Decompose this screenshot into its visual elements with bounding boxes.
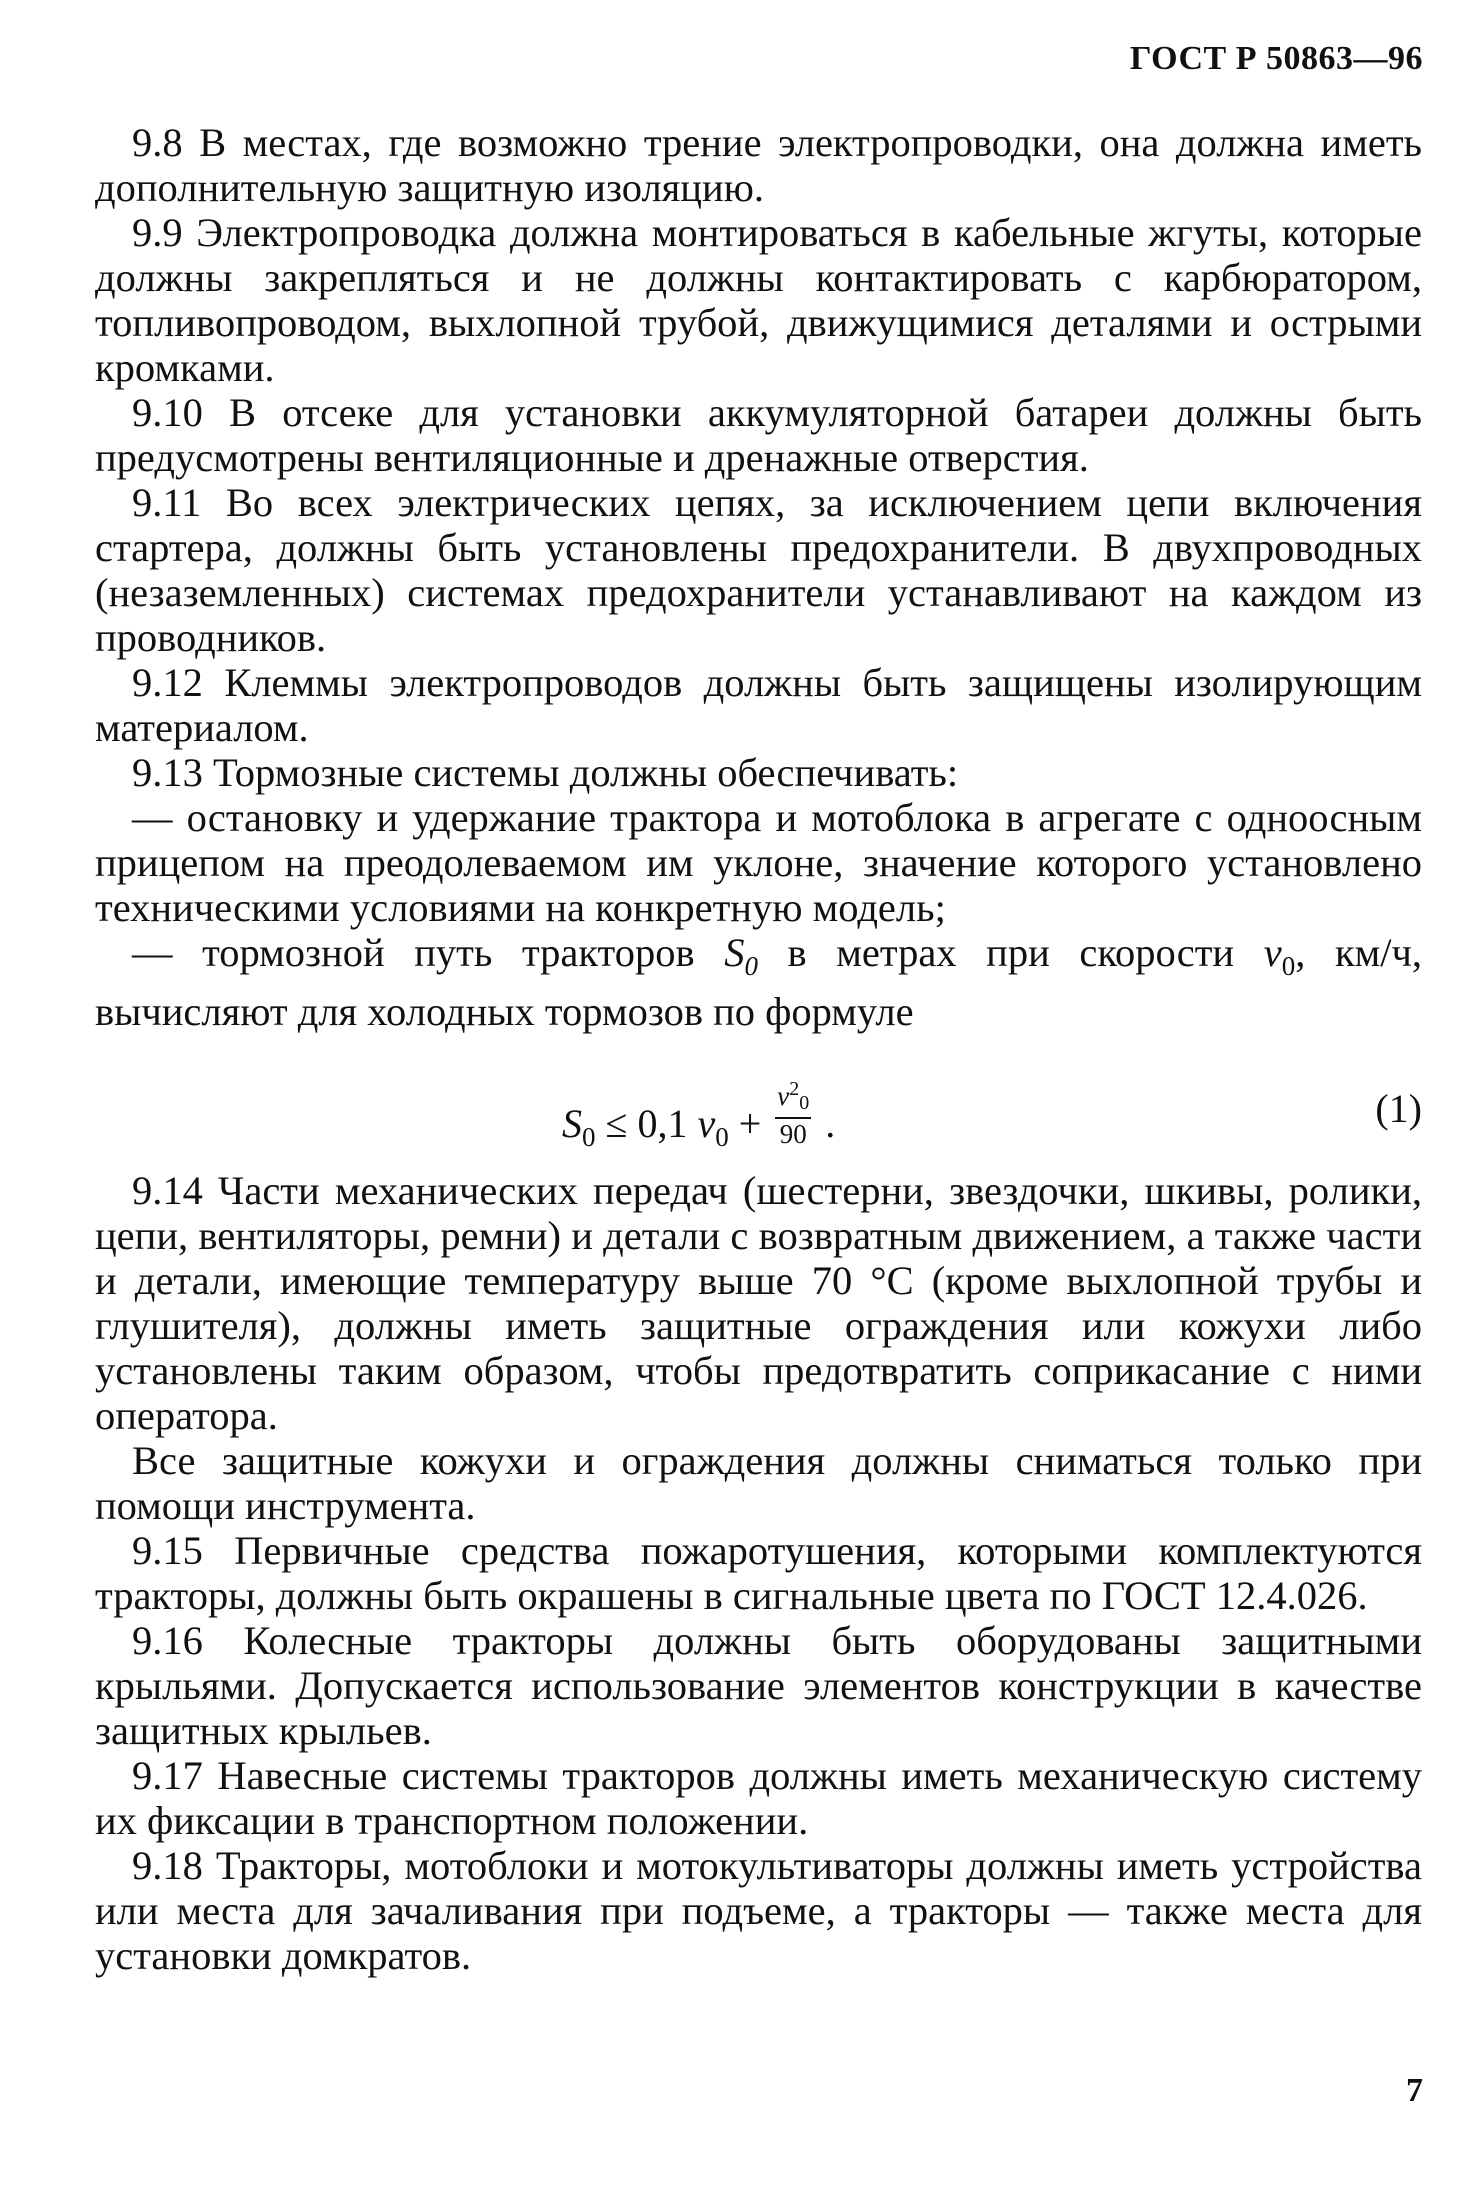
formula-num-var: v bbox=[777, 1081, 790, 1112]
braking-v-var: v bbox=[1263, 930, 1282, 975]
formula-term-var: v bbox=[697, 1101, 716, 1147]
formula-expression bbox=[562, 1078, 836, 1164]
formula-lhs-sub: 0 bbox=[582, 1122, 596, 1153]
paragraph-9-11: 9.11 Во всех электрических цепях, за исключением цепи включения стартера, должны быть установлены предохранители. В двухпроводных (незаземленных) системах предохранители устанавливают на каждом из проводников. bbox=[95, 480, 1422, 660]
braking-text-before: — тормозной путь тракторов bbox=[132, 930, 725, 975]
document-body bbox=[95, 120, 1422, 1978]
formula-num-sub: 0 bbox=[799, 1092, 810, 1115]
formula-plus: + bbox=[728, 1101, 772, 1147]
formula-fraction bbox=[775, 1076, 811, 1148]
formula-fraction-denominator: 90 bbox=[779, 1119, 807, 1150]
formula-number: (1) bbox=[1375, 1086, 1422, 1132]
paragraph-9-13: 9.13 Тормозные системы должны обеспечивать: bbox=[132, 750, 959, 795]
formula-1 bbox=[95, 1046, 1422, 1164]
paragraph-9-8: 9.8 В местах, где возможно трение электропроводки, она должна иметь дополнительную защитную изоляцию. bbox=[95, 120, 1422, 210]
braking-s-sub: 0 bbox=[744, 951, 758, 982]
paragraph-guards-removal: Все защитные кожухи и ограждения должны сниматься только при помощи инструмента. bbox=[95, 1438, 1422, 1529]
page-number: 7 bbox=[1406, 2072, 1423, 2109]
document-id-header: ГОСТ Р 50863—96 bbox=[1129, 40, 1423, 77]
formula-num-sup: 2 bbox=[789, 1078, 800, 1101]
paragraph-9-9: 9.9 Электропроводка должна монтироваться в кабельные жгуты, которые должны закрепляться и не должны контактировать с карбюратором, топливопроводом, выхлопной трубой, движущимися деталями и острыми кромками. bbox=[95, 210, 1422, 390]
formula-term-sub: 0 bbox=[715, 1122, 729, 1153]
paragraph-9-14: 9.14 Части механических передач (шестерни, звездочки, шкивы, ролики, цепи, вентиляторы, ремни) и детали с возвратным движением, а также части и детали, имеющие температуру выше 70 °С (кроме выхлопной трубы и глушителя), должны иметь защитные ограждения или кожухи либо установлены таким образом, чтобы предотвратить соприкасание с ними оператора. bbox=[95, 1168, 1422, 1439]
paragraph-9-18: 9.18 Тракторы, мотоблоки и мотокультиваторы должны иметь устройства или места для зачаливания при подъеме, а тракторы — также места для установки домкратов. bbox=[95, 1843, 1422, 1979]
list-item-stopping: — остановку и удержание трактора и мотоблока в агрегате с одноосным прицепом на преодолеваемом им уклоне, значение которого установлено техническими условиями на конкретную модель; bbox=[95, 795, 1422, 930]
paragraph-9-10: 9.10 В отсеке для установки аккумуляторной батареи должны быть предусмотрены вентиляционные и дренажные отверстия. bbox=[95, 390, 1422, 480]
formula-lhs-var: S bbox=[562, 1101, 582, 1147]
braking-text-after: , км/ч, вычисляют для холодных тормозов по формуле bbox=[95, 930, 1422, 1035]
paragraph-9-17: 9.17 Навесные системы тракторов должны иметь механическую систему их фиксации в транспортном положении. bbox=[95, 1753, 1422, 1844]
paragraph-9-15: 9.15 Первичные средства пожаротушения, которыми комплектуются тракторы, должны быть окрашены в сигнальные цвета по ГОСТ 12.4.026. bbox=[95, 1528, 1422, 1619]
paragraph-9-12: 9.12 Клеммы электропроводов должны быть защищены изолирующим материалом. bbox=[95, 660, 1422, 750]
formula-end: . bbox=[815, 1101, 836, 1147]
list-item-braking-distance bbox=[95, 930, 1422, 1034]
braking-text-middle: в метрах при скорости bbox=[757, 930, 1264, 975]
formula-fraction-numerator bbox=[775, 1076, 811, 1119]
paragraph-9-16: 9.16 Колесные тракторы должны быть оборудованы защитными крыльями. Допускается использование элементов конструкции в качестве защитных крыльев. bbox=[95, 1618, 1422, 1754]
formula-relation: ≤ 0,1 bbox=[595, 1101, 698, 1147]
braking-s-var: S bbox=[724, 930, 745, 975]
braking-v-sub: 0 bbox=[1281, 951, 1296, 982]
